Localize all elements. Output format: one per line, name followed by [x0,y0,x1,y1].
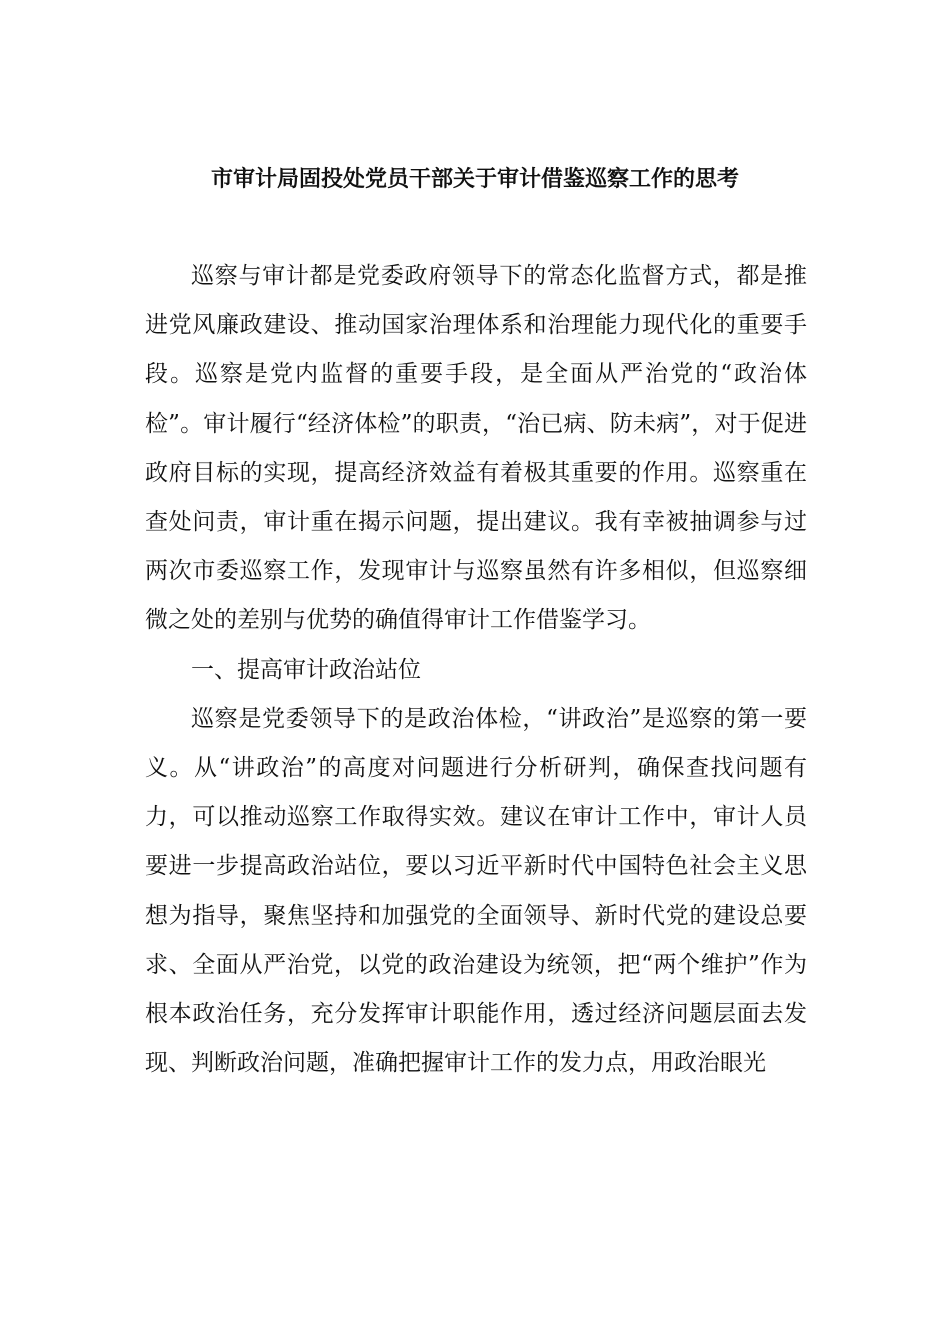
paragraph-section-1: 巡察是党委领导下的是政治体检，“讲政治”是巡察的第一要义。从“讲政治”的高度对问题进行分析研判，确保查找问题有力，可以推动巡察工作取得实效。建议在审计工作中，审计人员要进一步提高政治站位，要以习近平新时代中国特色社会主义思想为指导，聚焦坚持和加强党的全面领导、新时代党的建设总要求、全面从严治党，以党的政治建设为统领，把“两个维护”作为根本政治任务，充分发挥审计职能作用，透过经济问题层面去发现、判断政治问题，准确把握审计工作的发力点，用政治眼光 [145,705,807,1077]
section-heading-1: 一、提高审计政治站位 [191,656,421,683]
document-body [145,252,807,1088]
document-title: 市审计局固投处党员干部关于审计借鉴巡察工作的思考 [210,167,739,192]
paragraph-intro: 巡察与审计都是党委政府领导下的常态化监督方式，都是推进党风廉政建设、推动国家治理体系和治理能力现代化的重要手段。巡察是党内监督的重要手段，是全面从严治党的“政治体检”。审计履行“经济体检”的职责，“治已病、防未病”，对于促进政府目标的实现，提高经济效益有着极其重要的作用。巡察重在查处问责，审计重在揭示问题，提出建议。我有幸被抽调参与过两次市委巡察工作，发现审计与巡察虽然有许多相似，但巡察细微之处的差别与优势的确值得审计工作借鉴学习。 [145,263,807,634]
